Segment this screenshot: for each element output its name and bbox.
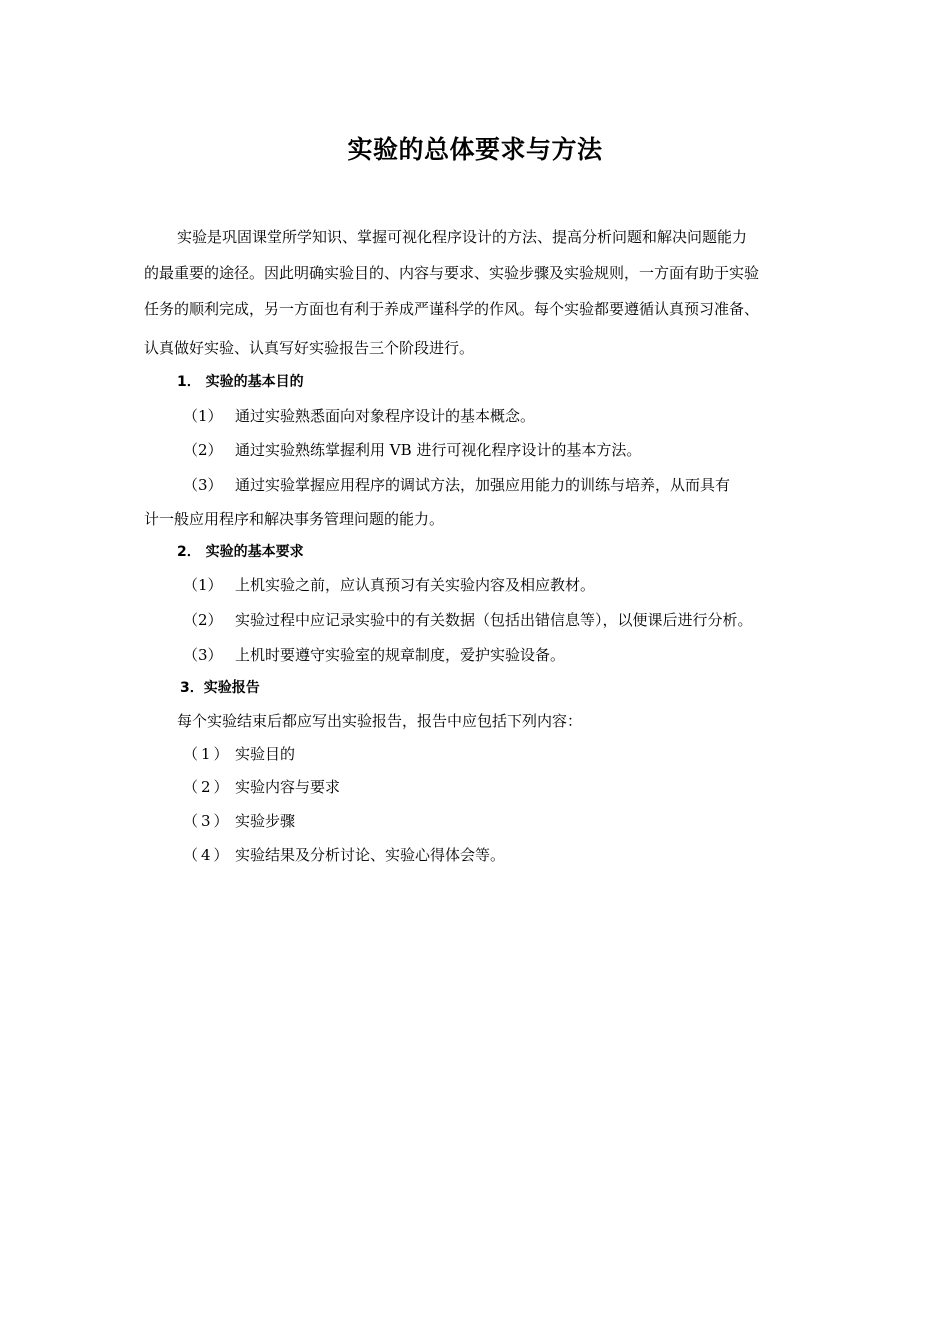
section-1-item-3-continuation: 计一般应用程序和解决事务管理问题的能力。 [144,510,445,528]
item-number: （1） [183,576,223,594]
item-text: 实验结果及分析讨论、实验心得体会等。 [235,846,506,864]
item-number: （4） [183,846,232,864]
section-2-item-3 [183,644,565,666]
intro-line-1: 实验是巩固课堂所学知识、掌握可视化程序设计的方法、提高分析问题和解决问题能力 [177,228,748,246]
intro-line-4: 认真做好实验、认真写好实验报告三个阶段进行。 [144,339,475,357]
item-number: （3） [183,646,223,664]
item-number: （1） [183,745,232,763]
item-number: （2） [183,441,223,459]
item-text: 通过实验掌握应用程序的调试方法，加强应用能力的训练与培养，从而具有 [235,476,731,494]
item-number: （2） [183,611,223,629]
section-3-item-3 [183,810,295,832]
item-text: 通过实验熟练掌握利用 VB 进行可视化程序设计的基本方法。 [235,441,642,459]
section-2-item-2 [183,609,753,631]
item-text: 实验步骤 [235,812,296,830]
item-text: 上机时要遵守实验室的规章制度，爱护实验设备。 [235,646,566,664]
item-number: （3） [183,812,232,830]
item-number: （2） [183,778,232,796]
section-3-lead: 每个实验结束后都应写出实验报告，报告中应包括下列内容： [177,712,583,730]
intro-line-2: 的最重要的途径。因此明确实验目的、内容与要求、实验步骤及实验规则，一方面有助于实验 [144,264,760,282]
section-1-item-2 [183,439,641,461]
section-3-heading: 3．实验报告 [180,680,260,696]
item-text: 通过实验熟悉面向对象程序设计的基本概念。 [235,407,536,425]
section-1-item-3 [183,474,730,496]
item-number: （1） [183,407,223,425]
section-3-item-1 [183,743,295,765]
section-3-item-4 [183,844,505,866]
section-1-heading: 1． 实验的基本目的 [177,374,304,390]
section-2-item-1 [183,574,595,596]
intro-line-3: 任务的顺利完成，另一方面也有利于养成严谨科学的作风。每个实验都要遵循认真预习准备、 [144,300,760,318]
section-2-heading: 2． 实验的基本要求 [177,544,304,560]
page-title: 实验的总体要求与方法 [347,135,603,164]
item-text: 实验目的 [235,745,296,763]
item-text: 实验内容与要求 [235,778,341,796]
item-text: 上机实验之前，应认真预习有关实验内容及相应教材。 [235,576,596,594]
item-text: 实验过程中应记录实验中的有关数据（包括出错信息等），以便课后进行分析。 [235,611,753,629]
item-number: （3） [183,476,223,494]
section-1-item-1 [183,405,535,427]
section-3-item-2 [183,776,340,798]
